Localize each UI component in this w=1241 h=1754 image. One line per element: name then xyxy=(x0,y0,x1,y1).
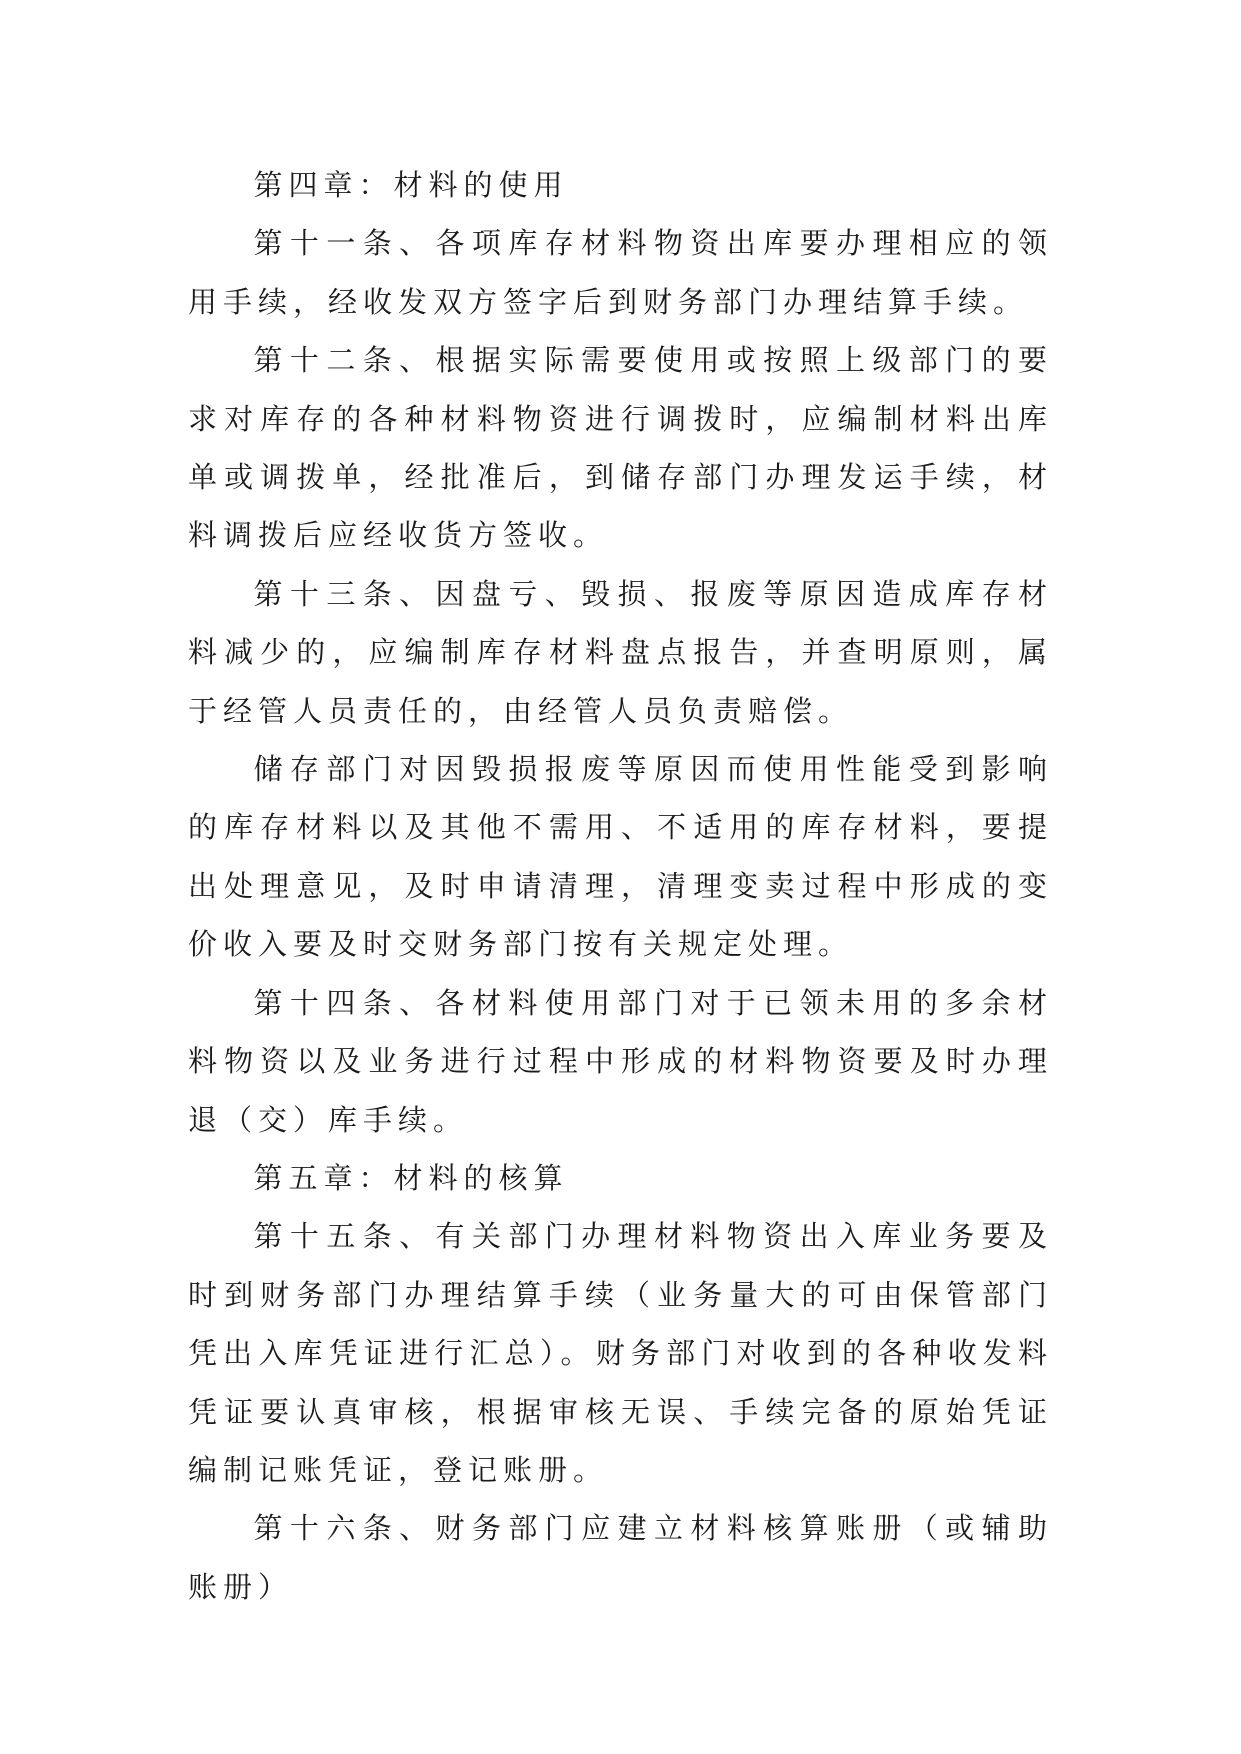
article-15: 第十五条、有关部门办理材料物资出入库业务要及时到财务部门办理结算手续（业务量大的可由保管部门凭出入库凭证进行汇总）。财务部门对收到的各种收发料凭证要认真审核，根据审核无误、手续完备的原始凭证编制记账凭证，登记账册。 xyxy=(188,1219,1053,1487)
article-14: 第十四条、各材料使用部门对于已领未用的多余材料物资以及业务进行过程中形成的材料物资要及时办理退（交）库手续。 xyxy=(188,985,1053,1137)
document-body xyxy=(188,156,1053,1616)
article-11: 第十一条、各项库存材料物资出库要办理相应的领用手续，经收发双方签字后到财务部门办理结算手续。 xyxy=(188,226,1053,319)
article-13: 第十三条、因盘亏、毁损、报废等原因造成库存材料减少的，应编制库存材料盘点报告，并查明原则，属于经管人员责任的，由经管人员负责赔偿。 xyxy=(188,576,1053,728)
article-12: 第十二条、根据实际需要使用或按照上级部门的要求对库存的各种材料物资进行调拨时，应编制材料出库单或调拨单，经批准后，到储存部门办理发运手续，材料调拨后应经收货方签收。 xyxy=(188,343,1053,553)
chapter-heading-5: 第五章：材料的核算 xyxy=(253,1160,569,1195)
chapter-heading-4: 第四章：材料的使用 xyxy=(253,168,569,202)
article-13-paragraph-2: 储存部门对因毁损报废等原因而使用性能受到影响的库存材料以及其他不需用、不适用的库存材料，要提出处理意见，及时申请清理，清理变卖过程中形成的变价收入要及时交财务部门按有关规定处理。 xyxy=(188,752,1053,962)
article-16: 第十六条、财务部门应建立材料核算账册（或辅助账册） xyxy=(188,1511,1053,1604)
